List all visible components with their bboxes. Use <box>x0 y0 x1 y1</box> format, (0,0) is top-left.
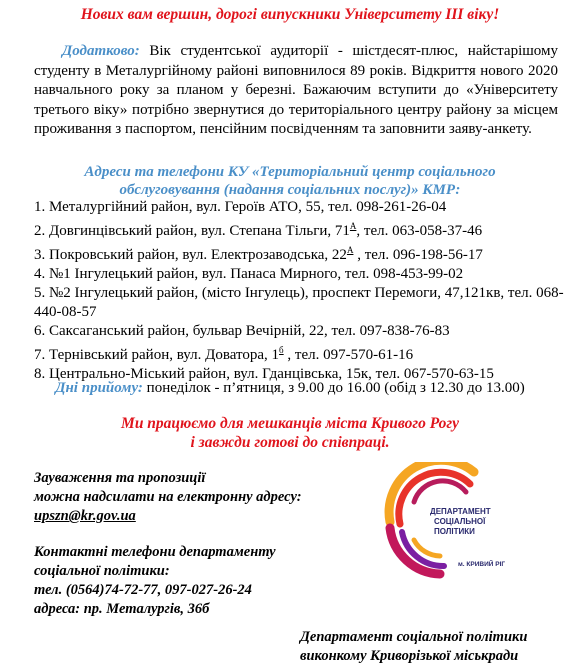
contacts-line2: соціальної політики: <box>34 563 170 579</box>
address-text: 8. Центрально-Міський район, вул. Гданцівська, 15к, тел. 067-570-63-15 <box>34 366 494 382</box>
address-suffix: А <box>349 221 357 231</box>
address-suffix: А <box>346 245 354 255</box>
slogan-line1: Ми працюємо для мешканців міста Кривого Рогу <box>121 415 459 432</box>
address-item <box>34 322 564 341</box>
address-item <box>34 217 564 241</box>
feedback-line1: Зауваження та пропозиції <box>34 470 206 486</box>
logo-text-line1: ДЕПАРТАМЕНТ <box>430 507 491 516</box>
logo-arc-inner-orange <box>414 540 440 556</box>
contacts-phones: тел. (0564)74-72-77, 097-027-26-24 <box>34 582 252 598</box>
address-item <box>34 265 564 284</box>
address-text: 4. №1 Інгулецький район, вул. Панаса Мирного, тел. 098-453-99-02 <box>34 266 464 282</box>
address-item <box>34 241 564 265</box>
reception-hours <box>0 380 580 397</box>
email-link[interactable]: upszn@kr.gov.ua <box>34 508 136 524</box>
intro-label: Додатково: <box>62 43 140 59</box>
addresses-list <box>34 198 564 384</box>
address-item <box>34 198 564 217</box>
address-text: 5. №2 Інгулецький район, (місто Інгулець), проспект Перемоги, 47,121кв, тел. 068-440-08-57 <box>34 285 564 320</box>
address-text: 3. Покровський район, вул. Електрозаводська, 22 <box>34 247 347 263</box>
feedback-line2: можна надсилати на електронну адресу: <box>34 489 302 505</box>
hours-label: Дні прийому: <box>55 380 143 396</box>
addresses-title-line1: Адреси та телефони КУ «Територіальний центр соціального <box>84 164 496 180</box>
signature-line1: Департамент соціальної політики <box>300 629 528 645</box>
slogan-line2: і завжди готові до співпраці. <box>190 434 390 451</box>
contacts-block <box>34 543 354 619</box>
addresses-title-line2: обслуговування (надання соціальних послуг)» КМР: <box>119 182 461 198</box>
signature-block <box>300 628 570 666</box>
logo-arc-magenta <box>414 481 466 502</box>
signature-line2: виконкому Криворізької міськради <box>300 648 519 664</box>
department-logo <box>370 462 550 582</box>
address-phone: , тел. 096-198-56-17 <box>353 247 483 263</box>
intro-text: Вік студентської аудиторії - шістдесят-плюс, найстарішому студенту в Металургійному районі виповнилося 89 років. Відкриття нового 2020 навчального року за планом у березні. Бажаючим вступити до «Університету третього віку» потрібно звернутися до територіального центру району за місцем проживання з паспортом, пенсійним посвідченням та заповнити заяву-анкету. <box>34 43 558 137</box>
address-text: 2. Довгинцівський район, вул. Степана Тільги, 71 <box>34 223 350 239</box>
addresses-title <box>0 163 580 199</box>
logo-text-line3: ПОЛІТИКИ <box>434 527 475 536</box>
address-item <box>34 284 564 322</box>
logo-city-text: м. КРИВИЙ РІГ <box>458 561 506 568</box>
contacts-line1: Контактні телефони департаменту <box>34 544 276 560</box>
address-phone: , тел. 097-570-61-16 <box>283 347 414 363</box>
logo-text-line2: СОЦІАЛЬНОЇ <box>434 517 486 526</box>
address-text: 1. Металургійний район, вул. Героїв АТО, 55, тел. 098-261-26-04 <box>34 199 447 215</box>
address-text: 7. Тернівський район, вул. Доватора, 1 <box>34 347 280 363</box>
address-phone: , тел. 063-058-37-46 <box>356 223 483 239</box>
contacts-address: адреса: пр. Металургів, 36б <box>34 601 210 617</box>
address-item <box>34 341 564 365</box>
address-suffix: б <box>279 345 284 355</box>
intro-paragraph <box>34 42 558 140</box>
greeting-heading: Нових вам вершин, дорогі випускники Університету ІІІ віку! <box>80 6 500 23</box>
feedback-block <box>34 469 354 526</box>
hours-text: понеділок - п’ятниця, з 9.00 до 16.00 (обід з 12.30 до 13.00) <box>142 380 525 396</box>
address-text: 6. Саксаганський район, бульвар Вечірній, 22, тел. 097-838-76-83 <box>34 323 450 339</box>
slogan <box>0 414 580 452</box>
